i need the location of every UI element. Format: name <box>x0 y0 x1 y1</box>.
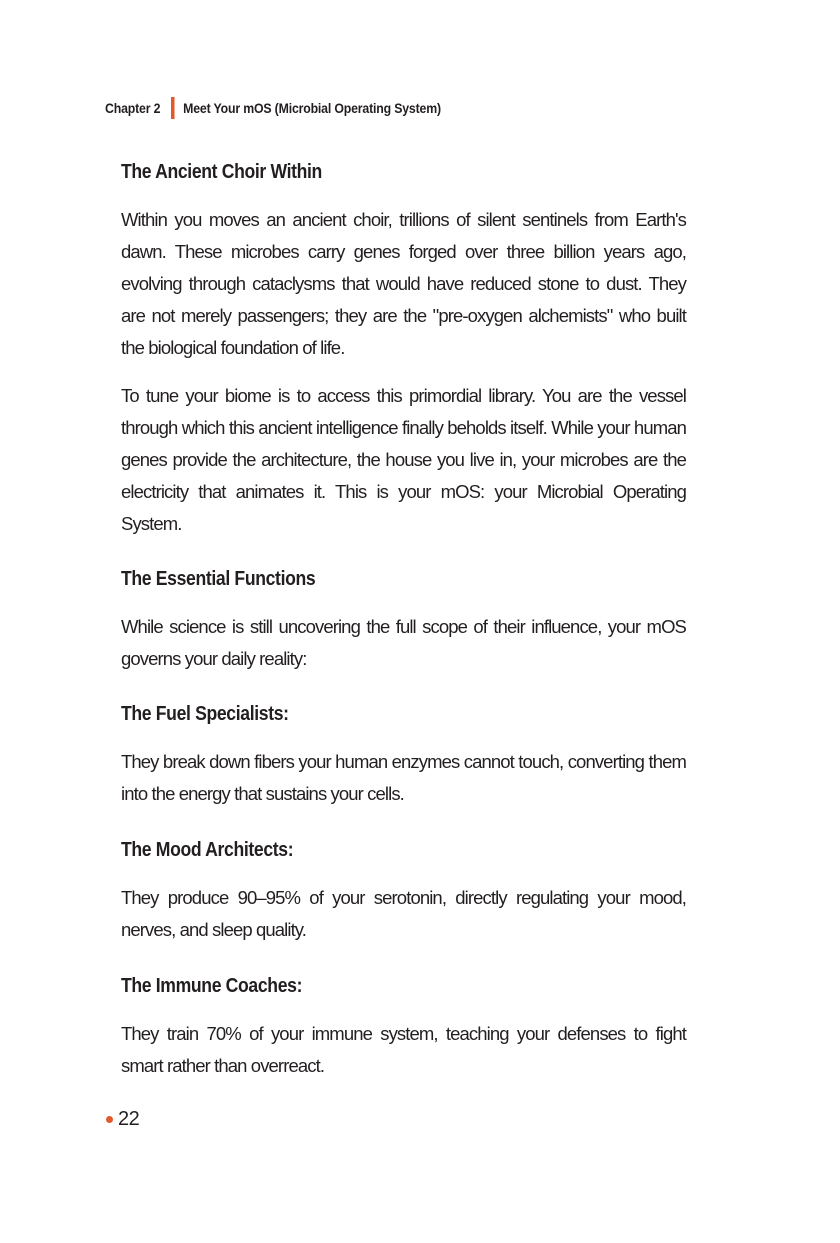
chapter-title: Meet Your mOS (Microbial Operating System) <box>183 100 441 116</box>
heading-immune-coaches: The Immune Coaches: <box>121 975 303 997</box>
paragraph-immune-coaches: They train 70% of your immune system, teaching your defenses to fight smart rather than overreact. <box>121 1023 686 1076</box>
heading-mood-architects: The Mood Architects: <box>121 839 294 861</box>
bullet-dot-icon <box>106 1116 113 1123</box>
page-number <box>106 1106 139 1132</box>
page-body <box>121 155 686 1082</box>
paragraph-mood-architects: They produce 90–95% of your serotonin, directly regulating your mood, nerves, and sleep quality. <box>121 887 686 940</box>
paragraph-essential-functions: While science is still uncovering the full scope of their influence, your mOS governs your daily reality: <box>121 616 686 669</box>
chapter-label: Chapter 2 <box>105 100 161 116</box>
heading-fuel-specialists: The Fuel Specialists: <box>121 703 289 725</box>
heading-essential-functions: The Essential Functions <box>121 568 316 590</box>
paragraph-ancient-choir-1: Within you moves an ancient choir, trillions of silent sentinels from Earth's dawn. These microbes carry genes forged over three billion years ago, evolving through cataclysms that would have reduced stone to dust. They are not merely passengers; they are the "pre-oxygen alchemists" who built the biological foundation of life. <box>121 209 686 358</box>
paragraph-ancient-choir-2: To tune your biome is to access this primordial library. You are the vessel through which this ancient intelligence finally beholds itself. While your human genes provide the architecture, the house you live in, your microbes are the electricity that animates it. This is your mOS: your Microbial Operating System. <box>121 385 686 534</box>
header-divider <box>171 97 175 119</box>
paragraph-fuel-specialists: They break down fibers your human enzymes cannot touch, converting them into the energy that sustains your cells. <box>121 751 686 804</box>
heading-ancient-choir: The Ancient Choir Within <box>121 161 322 183</box>
page-number-text: 22 <box>118 1107 140 1130</box>
running-head <box>105 96 441 120</box>
